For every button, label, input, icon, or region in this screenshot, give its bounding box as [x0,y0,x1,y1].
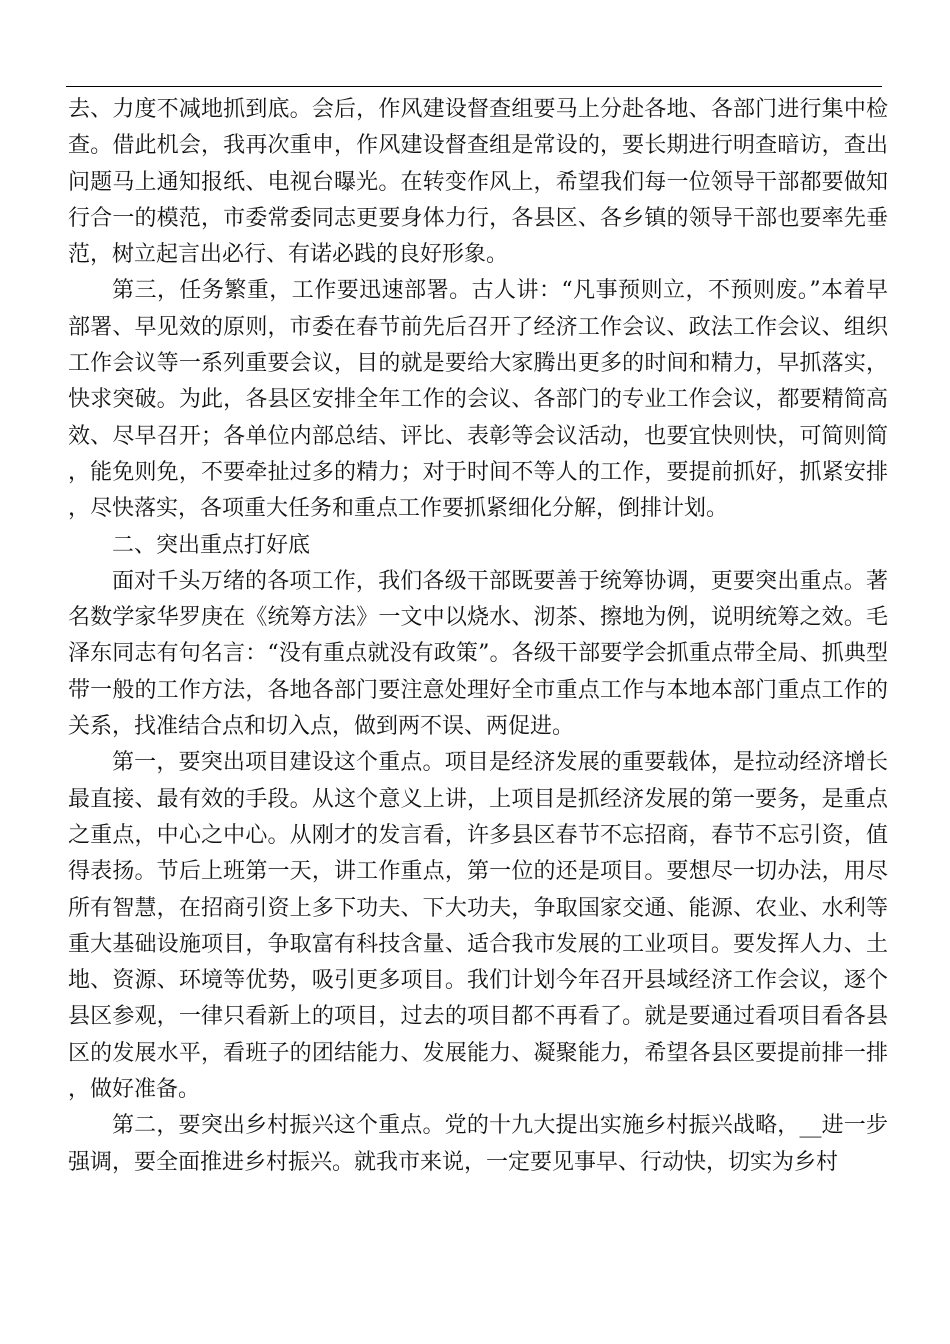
document-body [68,92,888,1181]
paragraph-first-focus: 第一，要突出项目建设这个重点。项目是经济发展的重要载体，是拉动经济增长最直接、最有效的手段。从这个意义上讲，上项目是抓经济发展的第一要务，是重点之重点，中心之中心。从刚才的发言看，许多县区春节不忘招商，春节不忘引资，值得表扬。节后上班第一天，讲工作重点，第一位的还是项目。要想尽一切办法，用尽所有智慧，在招商引资上多下功夫、下大功夫，争取国家交通、能源、农业、水利等重大基础设施项目，争取富有科技含量、适合我市发展的工业项目。要发挥人力、土地、资源、环境等优势，吸引更多项目。我们计划今年召开县域经济工作会议，逐个县区参观，一律只看新上的项目，过去的项目都不再看了。就是要通过看项目看各县区的发展水平，看班子的团结能力、发展能力、凝聚能力，希望各县区要提前排一排，做好准备。 [68,750,888,1103]
paragraph-third-point: 第三，任务繁重，工作要迅速部署。古人讲：“凡事预则立，不预则废。”本着早部署、早见效的原则，市委在春节前先后召开了经济工作会议、政法工作会议、组织工作会议等一系列重要会议，目的就是要给大家腾出更多的时间和精力，早抓落实，快求突破。为此，各县区安排全年工作的会议、各部门的专业工作会议，都要精简高效、尽早召开；各单位内部总结、评比、表彰等会议活动，也要宜快则快，可简则简，能免则免，不要牵扯过多的精力；对于时间不等人的工作，要提前抓好，抓紧安排，尽快落实，各项重大任务和重点工作要抓紧细化分解，倒排计划。 [68,278,888,522]
header-rule [66,86,882,87]
paragraph-continuation: 去、力度不减地抓到底。会后，作风建设督查组要马上分赴各地、各部门进行集中检查。借此机会，我再次重申，作风建设督查组是常设的，要长期进行明查暗访，查出问题马上通知报纸、电视台曝光。在转变作风上，希望我们每一位领导干部都要做知行合一的模范，市委常委同志更要身体力行，各县区、各乡镇的领导干部也要率先垂范，树立起言出必行、有诺必践的良好形象。 [68,97,888,268]
paragraph-second-focus: 第二，要突出乡村振兴这个重点。党的十九大提出实施乡村振兴战略，__进一步强调，要全面推进乡村振兴。就我市来说，一定要见事早、行动快，切实为乡村 [68,1113,888,1175]
section-heading: 二、突出重点打好底 [112,532,311,558]
paragraph-intro-focus: 面对千头万绪的各项工作，我们各级干部既要善于统筹协调，更要突出重点。著名数学家华罗庚在《统筹方法》一文中以烧水、沏茶、擦地为例，说明统筹之效。毛泽东同志有句名言：“没有重点就没有政策”。各级干部要学会抓重点带全局、抓典型带一般的工作方法，各地各部门要注意处理好全市重点工作与本地本部门重点工作的关系，找准结合点和切入点，做到两不误、两促进。 [68,568,888,740]
